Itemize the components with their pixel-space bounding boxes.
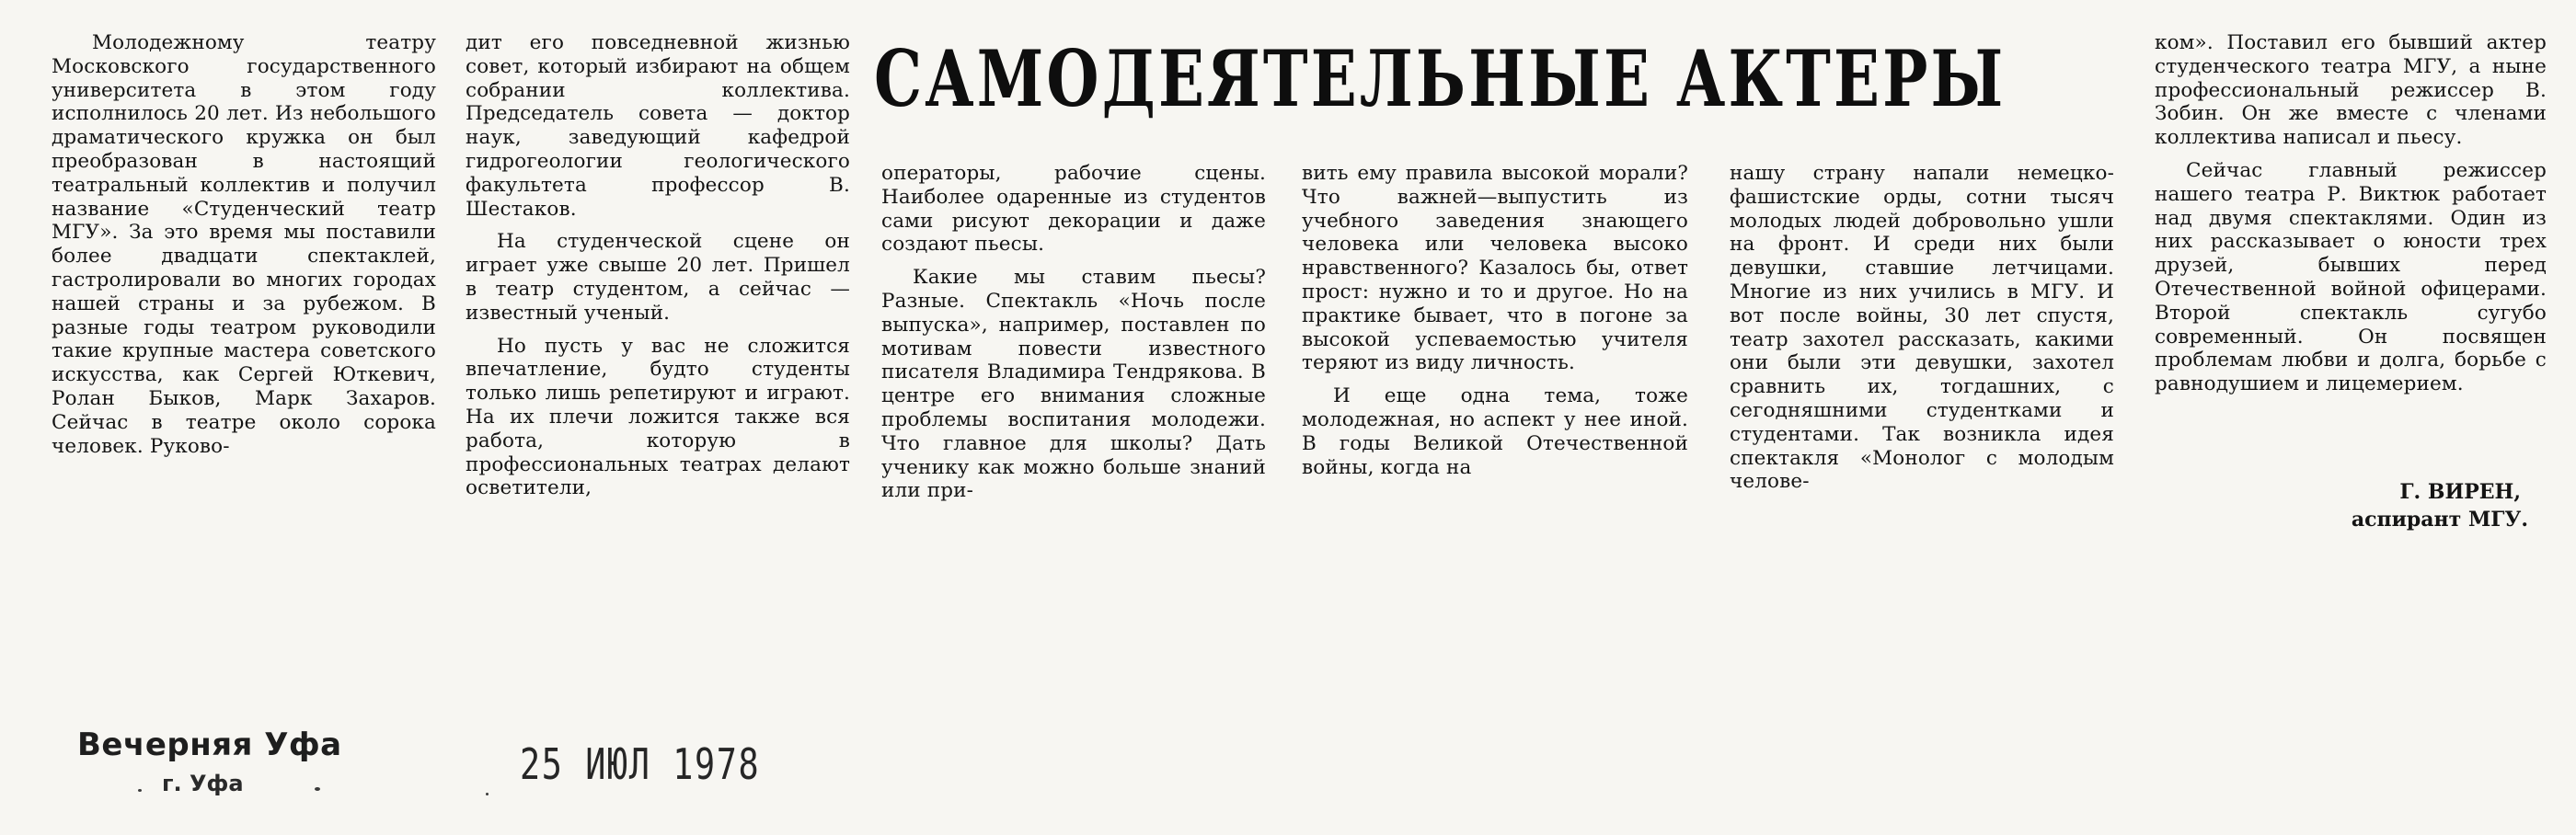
article-column-5	[1730, 162, 2114, 494]
paragraph: Молодежному театру Московского государственного университета в этом году исполнилось 20 лет. Из небольшого драматического кружка он был преобразован в настоящий театральный коллектив и получил название «Студенческий театр МГУ». За это время мы поставили более двадцати спектаклей, гастролировали во многих городах нашей страны и за рубежом. В разные годы театром руководили такие крупные мастера советского искусства, как Сергей Юткевич, Ролан Быков, Марк Захаров. Сейчас в театре около сорока человек. Руково-	[52, 31, 436, 458]
paragraph: нашу страну напали немецко-фашистские орды, сотни тысяч молодых людей добровольно ушли на фронт. И среди них были девушки, ставшие летчицами. Многие из них учились в МГУ. И вот после войны, 30 лет спустя, театр захотел рассказать, какими они были эти девушки, захотел сравнить их, тогдашних, с сегодняшними студентками и студентами. Так возникла идея спектакля «Монолог с молодым челове-	[1730, 162, 2114, 494]
paragraph: Но пусть у вас не сложится впечатление, будто студенты только лишь репетируют и играют. На их плечи ложится также вся работа, которую в профессиональных театрах делают осветители,	[466, 334, 850, 500]
print-speck	[315, 787, 320, 791]
article-column-6	[2155, 31, 2547, 396]
paragraph: операторы, рабочие сцены. Наиболее одаренные из студентов сами рисуют декорации и даже создают пьесы.	[881, 162, 1266, 257]
paragraph: ком». Поставил его бывший актер студенческого театра МГУ, а ныне профессиональный режиссер В. Зобин. Он же вместе с членами коллектива написал и пьесу.	[2155, 31, 2547, 150]
author-name: Г. ВИРЕН,	[2399, 480, 2521, 504]
print-speck	[486, 793, 489, 795]
article-column-1	[52, 31, 436, 458]
article-column-2	[466, 31, 850, 500]
paragraph: вить ему правила высокой морали? Что важней—выпустить из учебного заведения знающего человека или человека высоко нравственного? Казалось бы, ответ прост: нужно и то и другое. Но на практике бывает, что в погоне за высокой успеваемостью учителя теряют из виду личность.	[1302, 162, 1688, 375]
article-headline: САМОДЕЯТЕЛЬНЫЕ АКТЕРЫ	[874, 33, 2007, 124]
print-speck	[138, 789, 142, 792]
paragraph: Какие мы ставим пьесы? Разные. Спектакль «Ночь после выпуска», например, поставлен по мотивам повести известного писателя Владимира Тендрякова. В центре его внимания сложные проблемы воспитания молодежи. Что главное для школы? Дать ученику как можно больше знаний или при-	[881, 266, 1266, 503]
paragraph: дит его повседневной жизнью совет, который избирают на общем собрании коллектива. Председатель совета — доктор наук, заведующий кафедрой гидрогеологии геологического факультета профессор В. Шестаков.	[466, 31, 850, 221]
date-stamp: 25 ИЮЛ 1978	[520, 739, 761, 789]
author-signature	[2208, 478, 2528, 533]
article-column-4	[1302, 162, 1688, 479]
paragraph: И еще одна тема, тоже молодежная, но аспект у нее иной. В годы Великой Отечественной войны, когда на	[1302, 384, 1688, 479]
newspaper-stamp-name: Вечерняя Уфа	[77, 726, 342, 763]
author-title: аспирант МГУ.	[2351, 508, 2528, 532]
paragraph: Сейчас главный режиссер нашего театра Р. Виктюк работает над двумя спектаклями. Один из них рассказывает о юности трех друзей, бывших перед Отечественной войной офицерами. Второй спектакль сугубо современный. Он посвящен проблемам любви и долга, борьбе с равнодушием и лицемерием.	[2155, 158, 2547, 396]
article-column-3	[881, 162, 1266, 503]
newspaper-stamp-city: г. Уфа	[162, 771, 244, 796]
paragraph: На студенческой сцене он играет уже свыше 20 лет. Пришел в театр студентом, а сейчас — известный ученый.	[466, 230, 850, 325]
